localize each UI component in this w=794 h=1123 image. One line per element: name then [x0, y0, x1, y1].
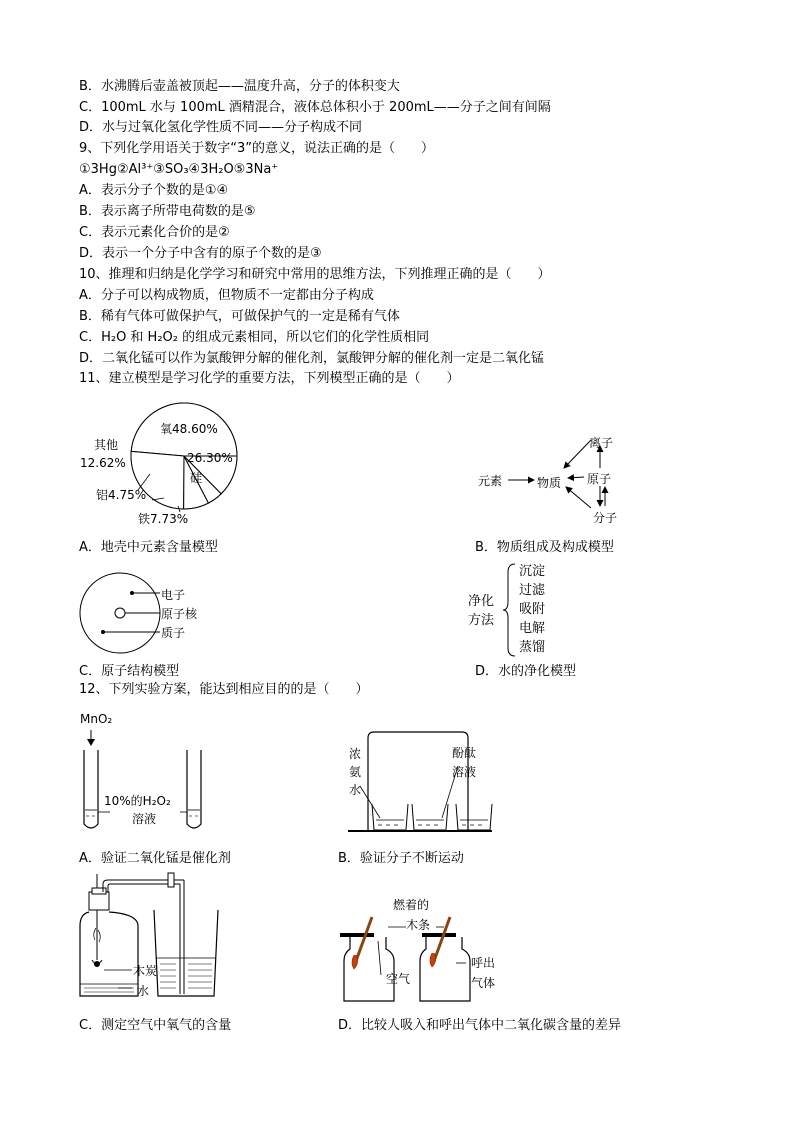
q12b-ammonia-label-3: 水 — [349, 783, 362, 797]
q12-caption-c: C．测定空气中氧气的含量 — [79, 1018, 232, 1033]
q8-option-c: C．100mL 水与 100mL 酒精混合，液体总体积小于 200mL——分子之间有间隔 — [79, 100, 551, 115]
q10-option-b: B．稀有气体可做保护气，可做保护气的一定是稀有气体 — [79, 309, 400, 324]
q12d-exhale-label-1: 呼出 — [471, 956, 496, 970]
atom-electron-label: 电子 — [161, 588, 186, 602]
q10-option-d: D．二氧化锰可以作为氯酸钾分解的催化剂，氯酸钾分解的催化剂一定是二氧化锰 — [79, 351, 545, 366]
q9-option-a: A．表示分子个数的是①④ — [79, 183, 229, 198]
matter-substance: 物质 — [537, 476, 562, 490]
purify-label-1: 净化 — [468, 594, 495, 609]
q12b-ammonia-label-2: 氨 — [349, 765, 362, 779]
q12b-bell-jar-apparatus — [346, 726, 496, 836]
atom-nucleus-label: 原子核 — [161, 607, 198, 621]
q12a-solution-label: 溶液 — [132, 812, 157, 826]
q9-formulas: ①3Hg②Al³⁺③SO₃④3H₂O⑤3Na⁺ — [79, 162, 279, 177]
q11-caption-c: C．原子结构模型 — [79, 664, 180, 679]
q12d-air-label: 空气 — [386, 972, 411, 986]
q11-caption-d: D．水的净化模型 — [475, 664, 577, 679]
atom-proton-label: 质子 — [161, 626, 186, 640]
q12-stem: 12、下列实验方案，能达到相应目的的是（ ） — [79, 682, 369, 697]
q10-option-a: A．分子可以构成物质，但物质不一定都由分子构成 — [79, 288, 374, 303]
q11-stem: 11、建立模型是学习化学的重要方法，下列模型正确的是（ ） — [79, 371, 460, 386]
matter-molecule: 分子 — [593, 511, 618, 525]
q12d-burning-label-1: 燃着的 — [393, 898, 430, 912]
q12d-burning-label-2: 木条 — [406, 918, 431, 932]
q10-stem: 10、推理和归纳是化学学习和研究中常用的思维方法，下列推理正确的是（ ） — [79, 267, 551, 282]
purify-item: 吸附 — [519, 602, 546, 617]
q8-option-d: D．水与过氧化氢化学性质不同——分子构成不同 — [79, 120, 363, 135]
q12a-mno2-label: MnO₂ — [80, 712, 113, 726]
q12-caption-a: A．验证二氧化锰是催化剂 — [79, 851, 231, 866]
q12-caption-d: D．比较人吸入和呼出气体中二氧化碳含量的差异 — [338, 1018, 622, 1033]
q12a-h2o2-label: 10%的H₂O₂ — [104, 794, 171, 808]
matter-atom: 原子 — [587, 472, 612, 486]
pie-label-silicon-pct: 26.30% — [187, 451, 233, 465]
purify-label-2: 方法 — [468, 613, 495, 628]
q12c-charcoal-label: 木炭 — [133, 964, 158, 978]
matter-element: 元素 — [478, 474, 503, 488]
q12-caption-b: B．验证分子不断运动 — [338, 851, 464, 866]
q11-caption-a: A．地壳中元素含量模型 — [79, 540, 218, 555]
pie-label-aluminum: 铝4.75% — [96, 488, 147, 502]
purify-brace — [503, 562, 517, 658]
q12b-ammonia-label-1: 浓 — [349, 747, 362, 761]
q9-option-d: D．表示一个分子中含有的原子个数的是③ — [79, 246, 322, 261]
q12b-solution-label: 溶液 — [452, 765, 477, 779]
pie-label-iron: 铁7.73% — [138, 512, 189, 526]
pie-label-other-pct: 12.62% — [80, 456, 126, 470]
q8-option-b: B．水沸腾后壶盖被顶起——温度升高，分子的体积变大 — [79, 79, 400, 94]
purify-item: 沉淀 — [519, 564, 546, 579]
q9-option-c: C．表示元素化合价的是② — [79, 225, 230, 240]
q12c-oxygen-apparatus — [74, 870, 244, 1005]
q12c-water-label: 水 — [137, 984, 150, 998]
q10-option-c: C．H₂O 和 H₂O₂ 的组成元素相同，所以它们的化学性质相同 — [79, 330, 430, 345]
matter-ion: 离子 — [589, 436, 614, 450]
pie-label-oxygen: 氧48.60% — [160, 422, 218, 436]
pie-label-silicon: 硅 — [190, 471, 203, 485]
purify-item: 蒸馏 — [519, 640, 546, 655]
q11-caption-b: B．物质组成及构成模型 — [475, 540, 614, 555]
q9-stem: 9、下列化学用语关于数字“3”的意义，说法正确的是（ ） — [79, 141, 435, 156]
q12d-exhale-label-2: 气体 — [471, 976, 496, 990]
q12b-phenolphthalein-label: 酚酞 — [452, 746, 477, 760]
purify-item: 电解 — [519, 621, 546, 636]
q9-option-b: B．表示离子所带电荷数的是⑤ — [79, 204, 256, 219]
purify-item: 过滤 — [519, 583, 546, 598]
pie-label-other: 其他 — [94, 438, 119, 452]
